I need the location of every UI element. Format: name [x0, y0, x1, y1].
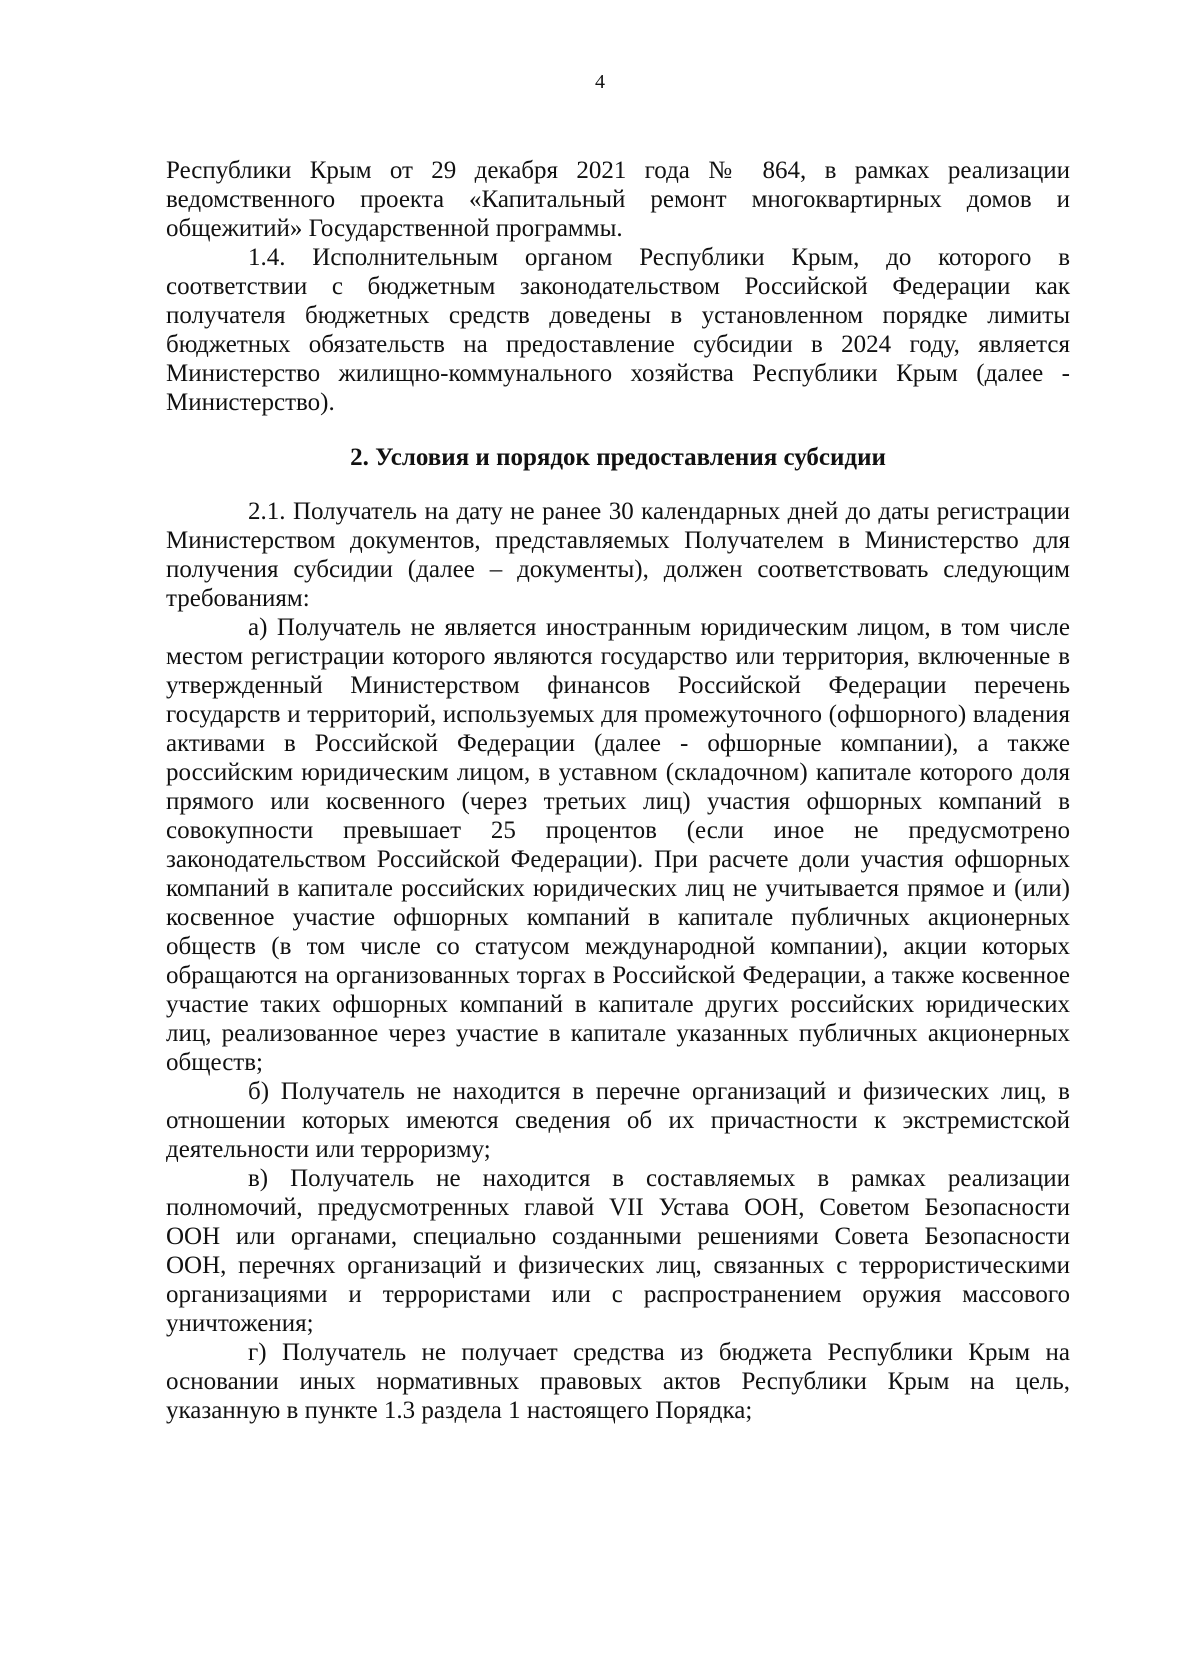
- paragraph-1-4: 1.4. Исполнительным органом Республики Крым, до которого в соответствии с бюджетным законодательством Российской Федерации как получателя бюджетных средств доведены в установленном порядке лимиты бюджетных обязательств на предоставление субсидии в 2024 году, является Министерство жилищно-коммунального хозяйства Республики Крым (далее - Министерство).: [166, 244, 1070, 416]
- paragraph-2-1: 2.1. Получатель на дату не ранее 30 календарных дней до даты регистрации Министерством документов, представляемых Получателем в Министерство для получения субсидии (далее – документы), должен соответствовать следующим требованиям:: [166, 498, 1070, 612]
- section-heading: 2. Условия и порядок предоставления субсидии: [350, 444, 886, 471]
- paragraph-item-b: б) Получатель не находится в перечне организаций и физических лиц, в отношении которых имеются сведения об их причастности к экстремистской деятельности или терроризму;: [166, 1078, 1070, 1163]
- paragraph-item-a: а) Получатель не является иностранным юридическим лицом, в том числе местом регистрации которого являются государство или территория, включенные в утвержденный Министерством финансов Российской Федерации перечень государств и территорий, используемых для промежуточного (офшорного) владения активами в Российской Федерации (далее - офшорные компании), а также российским юридическим лицом, в уставном (складочном) капитале которого доля прямого или косвенного (через третьих лиц) участия офшорных компаний в совокупности превышает 25 процентов (если иное не предусмотрено законодательством Российской Федерации). При расчете доли участия офшорных компаний в капитале российских юридических лиц не учитывается прямое и (или) косвенное участие офшорных компаний в капитале публичных акционерных обществ (в том числе со статусом международной компании), акции которых обращаются на организованных торгах в Российской Федерации, а также косвенное участие таких офшорных компаний в капитале других российских юридических лиц, реализованное через участие в капитале указанных публичных акционерных обществ;: [166, 614, 1070, 1076]
- page-number: 4: [595, 71, 605, 93]
- paragraph-item-v: в) Получатель не находится в составляемых в рамках реализации полномочий, предусмотренных главой VII Устава ООН, Советом Безопасности ООН или органами, специально созданными решениями Совета Безопасности ООН, перечнях организаций и физических лиц, связанных с террористическими организациями и террористами или с распространением оружия массового уничтожения;: [166, 1165, 1070, 1337]
- paragraph-continuation: Республики Крым от 29 декабря 2021 года № 864, в рамках реализации ведомственного проекта «Капитальный ремонт многоквартирных домов и общежитий» Государственной программы.: [166, 157, 1070, 242]
- paragraph-item-g: г) Получатель не получает средства из бюджета Республики Крым на основании иных нормативных правовых актов Республики Крым на цель, указанную в пункте 1.3 раздела 1 настоящего Порядка;: [166, 1339, 1070, 1424]
- document-body: [166, 156, 1070, 1425]
